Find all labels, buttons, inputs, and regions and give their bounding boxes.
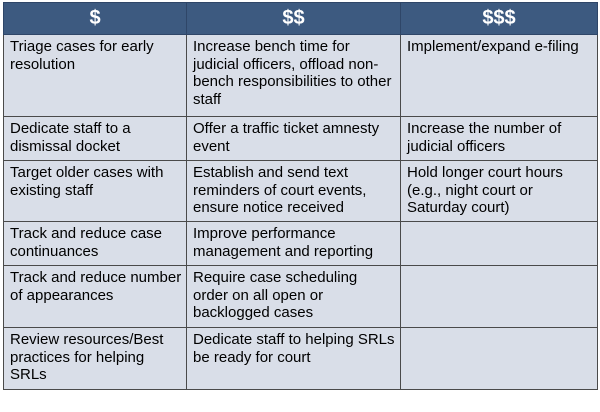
- cost-tier-table: [3, 2, 598, 390]
- table-cell: Hold longer court hours (e.g., night court or Saturday court): [401, 161, 598, 222]
- table-cell-empty: [401, 222, 598, 266]
- table-cell: Establish and send text reminders of court events, ensure notice received: [187, 161, 401, 222]
- table-cell: Require case scheduling order on all open or backlogged cases: [187, 266, 401, 328]
- header-row: [4, 3, 598, 35]
- table-cell: Dedicate staff to a dismissal docket: [4, 117, 187, 161]
- table-body: [4, 35, 598, 390]
- table-cell: Triage cases for early resolution: [4, 35, 187, 117]
- table-cell: Implement/expand e-filing: [401, 35, 598, 117]
- table-cell: Track and reduce case continuances: [4, 222, 187, 266]
- table-row: [4, 161, 598, 222]
- table-row: [4, 328, 598, 390]
- table-cell: Dedicate staff to helping SRLs be ready for court: [187, 328, 401, 390]
- table-cell: Offer a traffic ticket amnesty event: [187, 117, 401, 161]
- table-cell: Increase bench time for judicial officers, offload non-bench responsibilities to other staff: [187, 35, 401, 117]
- table-row: [4, 266, 598, 328]
- table-cell-empty: [401, 328, 598, 390]
- table-cell: Increase the number of judicial officers: [401, 117, 598, 161]
- header-high-cost: $$$: [401, 3, 598, 35]
- table-cell: Track and reduce number of appearances: [4, 266, 187, 328]
- header-medium-cost: $$: [187, 3, 401, 35]
- table-cell-empty: [401, 266, 598, 328]
- table-header: [4, 3, 598, 35]
- header-low-cost: $: [4, 3, 187, 35]
- table-row: [4, 117, 598, 161]
- table-cell: Target older cases with existing staff: [4, 161, 187, 222]
- table-row: [4, 222, 598, 266]
- table-cell: Review resources/Best practices for helping SRLs: [4, 328, 187, 390]
- table-row: [4, 35, 598, 117]
- table-cell: Improve performance management and reporting: [187, 222, 401, 266]
